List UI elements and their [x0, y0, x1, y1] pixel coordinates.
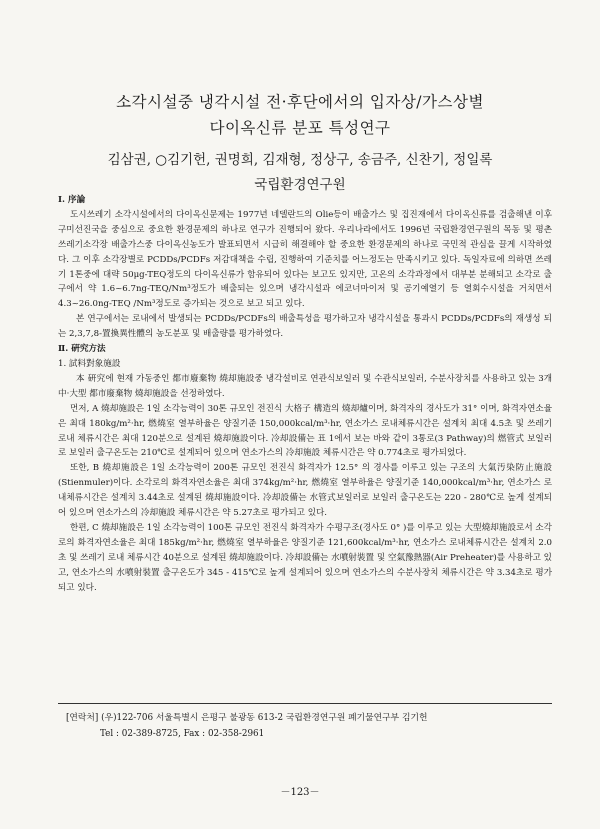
section-heading-methods: Ⅱ. 硏究方法: [58, 344, 106, 355]
methods-paragraph-4: 한편, C 燒却施設은 1일 소각능력이 100톤 규모인 전진식 화격자가 수평구조(경사도 0° )를 이루고 있는 大型燒却施設로서 소각로의 화격자연소율은 최대 185kg/m²·hr, 燃燒室 열부하율은 양질기준 121,600kcal/m³·hr, 연소가스 로내체류시간은 설계치 2.0초 및 쓰레기 로내 체류시간 40분으로 설계된 燒却施設이다. 冷却設備는 水噴射裝置 및 空氣豫熱器(Air Preheater)를 사용하고 있고, 연소가스의 水噴射裝置 출구온도가 345 - 415℃로 높게 설계되어 있으며 연소가스의 수분사장치 체류시간은 약 3.34초로 평가되고 있다.: [58, 522, 552, 593]
affiliation: 국립환경연구원: [254, 177, 346, 193]
paper-body: [58, 193, 552, 595]
methods-paragraph-1: 本 硏究에 현재 가동중인 都市廢棄物 燒却施設중 냉각설비로 연관식보일러 및 수관식보일러, 수분사장치를 사용하고 있는 3개 中·大型 都市廢棄物 燒却施設을 선정하였다.: [58, 373, 552, 399]
author-list: 김삼권, ○김기헌, 권명희, 김재형, 정상구, 송금주, 신찬기, 정일록: [107, 152, 493, 168]
paper-title-line2: 다이옥신류 분포 특성연구: [209, 119, 391, 137]
section-heading-intro: Ⅰ. 序論: [58, 195, 86, 205]
contact-phone: Tel : 02-389-8725, Fax : 02-358-2961: [100, 729, 265, 739]
contact-address: [연락처] (우)122-706 서울특별시 은평구 불광동 613-2 국립환경연구원 폐기물연구부 김기헌: [66, 713, 428, 723]
page-number: －123－: [280, 787, 320, 798]
subsection-heading-facilities: 1. 試料對象施設: [58, 358, 121, 369]
methods-paragraph-2: 먼저, A 燒却施設은 1일 소각능력이 30톤 규모인 전진식 大格子 構造의 燒却爐이며, 화격자의 경사도가 31° 이며, 화격자연소율은 최대 180kg/m²·hr, 燃燒室 열부하율은 양질기준 150,000kcal/m³·hr, 연소가스 로내체류시간은 설계치 최대 4.5초 및 쓰레기 로내 체류시간은 최대 120분으로 설계된 燒却施設이다. 冷却設備는 표 1에서 보는 바와 같이 3통로(3 Pathway)의 燃管式 보일러로 보일러 출구온도는 210℃로 설계되어 있으며 연소가스의 冷却施設 체류시간은 약 0.774초로 평가되었다.: [58, 403, 552, 459]
intro-paragraph-1: 도시쓰레기 소각시설에서의 다이옥신문제는 1977년 네델란드의 Olie등이 배출가스 및 집진재에서 다이옥신류를 검출해낸 이후 구미선진국을 중심으로 중요한 환경문제의 하나로 연구가 진행되어 왔다. 우리나라에서도 1996년 국립환경연구원의 목동 및 평촌 쓰레기소각장 배출가스중 다이옥신농도가 발표되면서 시급히 해결해야 할 중요한 환경문제의 하나로 국민적 관심을 끌게 시작하였다. 그 이후 소각장별로 PCDDs/PCDFs 저감대책을 수립, 진행하여 기준치를 어느정도는 만족시키고 있다. 독일자료에 의하면 쓰레기 1톤중에 대략 50μg-TEQ정도의 다이옥신류가 함유되어 있다는 보고도 있지만, 고온의 소각과정에서 대부분 분해되고 소각로 출구에서 약 1.6~6.7ng-TEQ/Nm³정도가 배출되는 있으며 냉각시설과 에코너마이저 및 공기예열기 등 열회수시설을 거치면서 4.3~26.0ng-TEQ /Nm³정도로 증가되는 것으로 보고 되고 있다.: [58, 209, 552, 310]
intro-paragraph-2: 본 연구에서는 로내에서 발생되는 PCDDs/PCDFs의 배출특성을 평가하고자 냉각시설을 통과시 PCDDs/PCDFs의 재생성 되는 2,3,7,8-置換異性體의 농도분포 및 배출량를 평가하였다.: [58, 314, 552, 340]
methods-paragraph-3: 또한, B 燒却施設은 1일 소각능력이 200톤 규모인 전진식 화격자가 12.5° 의 경사를 이루고 있는 구조의 大氣汚染防止施設(Stienmuler)이다. 소각로의 화격자연소율은 최대 374kg/m²·hr, 燃燒室 열부하율은 양질기준 140,000kcal/m³·hr, 연소가스 로내체류시간은 설계치 3.44초로 설계된 燒却施設이다. 冷却設備는 水管式보일러로 보일러 출구온도는 220 - 280℃로 높게 설계되어 있으며 연소가스의 冷却施設 체류시간은 약 5.27초로 평가되고 있다.: [58, 463, 552, 519]
footnote-divider: [58, 703, 552, 704]
paper-title-line1: 소각시설중 냉각시설 전·후단에서의 입자상/가스상별: [116, 93, 484, 111]
contact-footnote: [66, 710, 546, 742]
